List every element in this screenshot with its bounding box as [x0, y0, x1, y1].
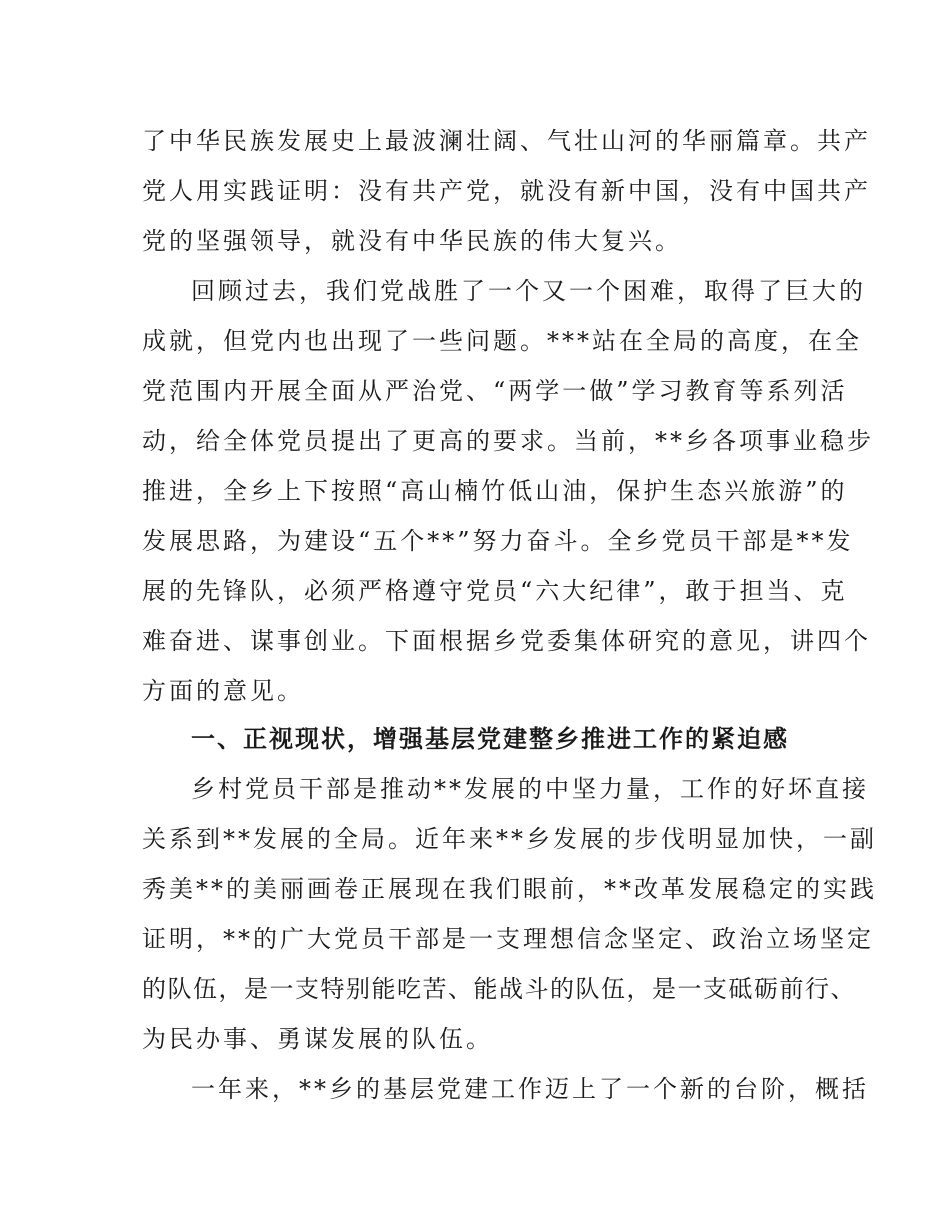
- body-text-line: 党人用实践证明：没有共产党，就没有新中国，没有中国共产: [142, 177, 871, 205]
- paragraph-first-line: 一年来，**乡的基层党建工作迈上了一个新的台阶，概括: [191, 1075, 869, 1103]
- body-text-line: 党的坚强领导，就没有中华民族的伟大复兴。: [142, 227, 682, 255]
- body-text-line: 党范围内开展全面从严治党、“两学一做”学习教育等系列活: [142, 377, 848, 405]
- paragraph-first-line: 乡村党员干部是推动**发展的中坚力量，工作的好坏直接: [191, 775, 869, 803]
- body-text-line: 为民办事、勇谋发展的队伍。: [142, 1025, 493, 1053]
- body-text-line: 关系到**发展的全局。近年来**乡发展的步伐明显加快，一副: [142, 825, 877, 853]
- body-text-line: 展的先锋队，必须严格遵守党员“六大纪律”，敢于担当、克: [142, 577, 848, 605]
- body-text-line: 成就，但党内也出现了一些问题。***站在全局的高度，在全: [142, 327, 862, 355]
- paragraph-first-line: 回顾过去，我们党战胜了一个又一个困难，取得了巨大的: [191, 277, 866, 305]
- body-text-line: 推进，全乡上下按照“高山楠竹低山油，保护生态兴旅游”的: [142, 477, 848, 505]
- body-text-line: 发展思路，为建设“五个**”努力奋斗。全乡党员干部是**发: [142, 527, 854, 555]
- body-text-line: 证明，**的广大党员干部是一支理想信念坚定、政治立场坚定: [142, 925, 874, 953]
- body-text-line: 的队伍，是一支特别能吃苦、能战斗的队伍，是一支砥砺前行、: [142, 975, 856, 1003]
- body-text-line: 方面的意见。: [142, 677, 304, 705]
- body-text-line: 动，给全体党员提出了更高的要求。当前，**乡各项事业稳步: [142, 427, 874, 455]
- body-text-line: 了中华民族发展史上最波澜壮阔、气壮山河的华丽篇章。共产: [142, 127, 871, 155]
- body-text-line: 难奋进、谋事创业。下面根据乡党委集体研究的意见，讲四个: [142, 627, 871, 655]
- section-heading: 一、正视现状，增强基层党建整乡推进工作的紧迫感: [191, 724, 789, 753]
- body-text-line: 秀美**的美丽画卷正展现在我们眼前，**改革发展稳定的实践: [142, 875, 877, 903]
